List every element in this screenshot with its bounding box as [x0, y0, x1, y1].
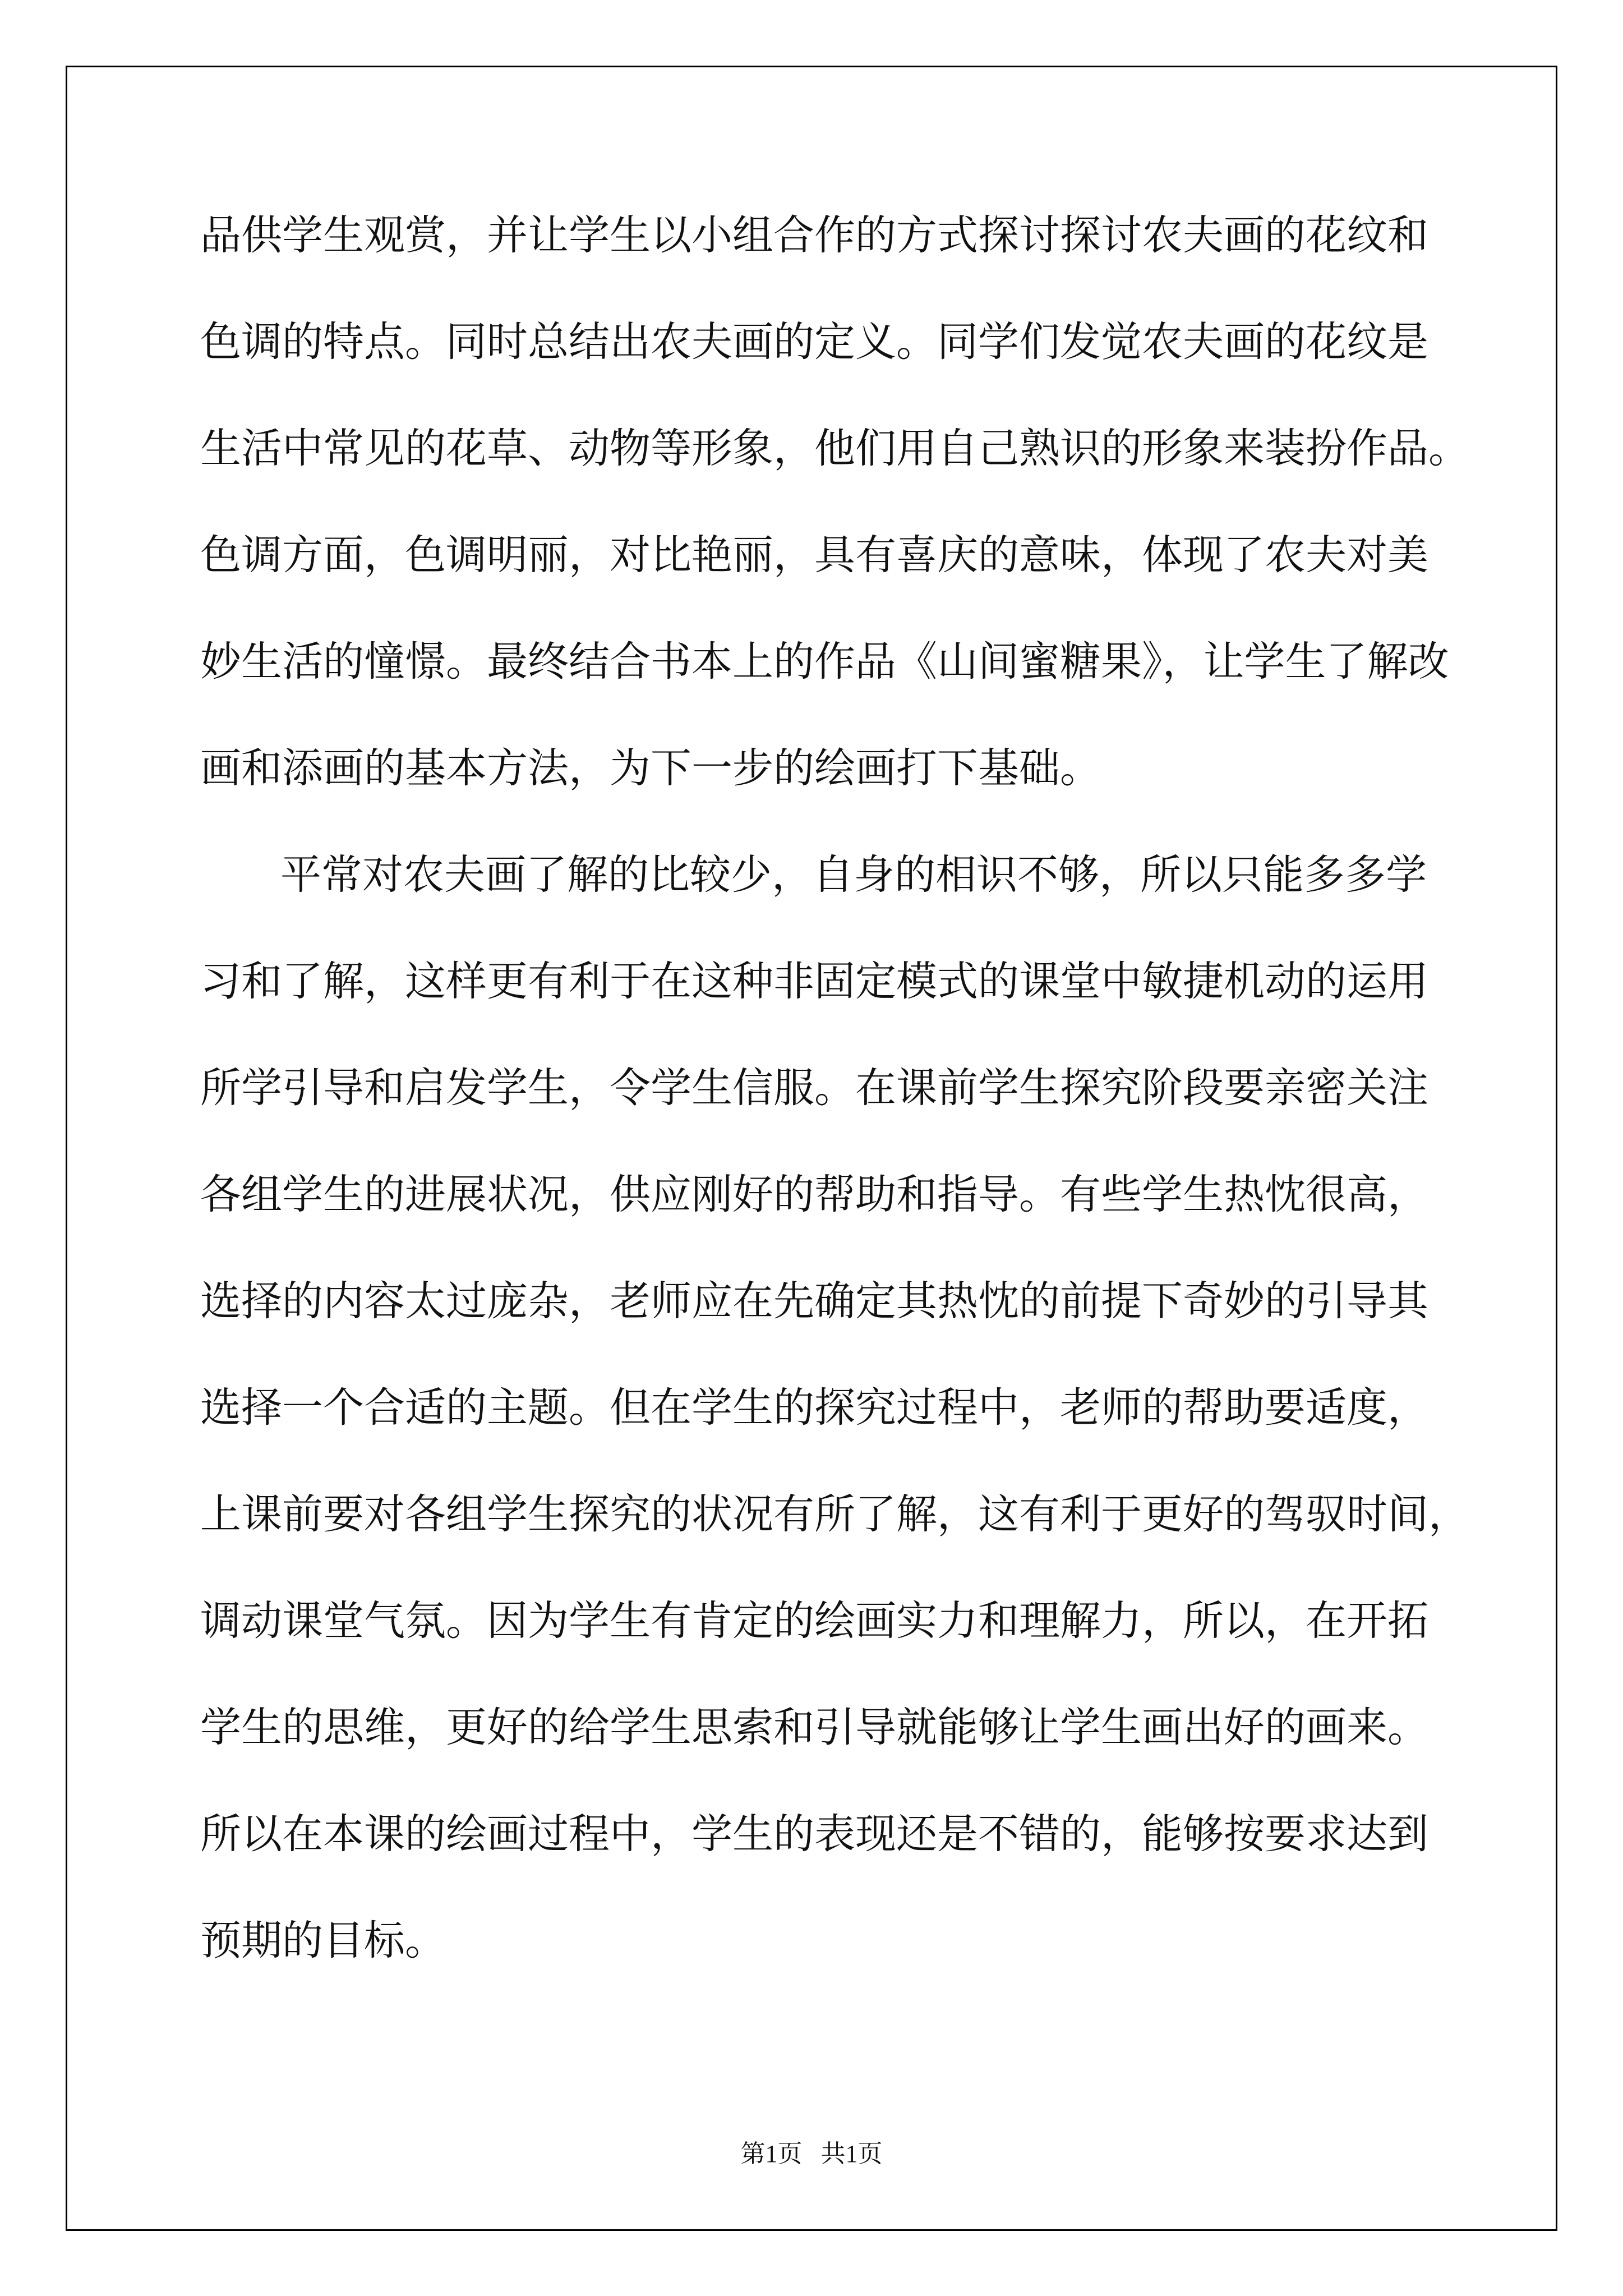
- text-line: 色调方面，色调明丽，对比艳丽，具有喜庆的意味，体现了农夫对美: [200, 531, 1428, 579]
- paragraph-first-line: 平常对农夫画了解的比较少，自身的相识不够，所以只能多多学: [280, 851, 1427, 899]
- text-line: 所学引导和启发学生，令学生信服。在课前学生探究阶段要亲密关注: [200, 1064, 1428, 1112]
- text-line: 选择的内容太过庞杂，老师应在先确定其热忱的前提下奇妙的引导其: [200, 1277, 1428, 1325]
- text-line: 调动课堂气氛。因为学生有肯定的绘画实力和理解力，所以，在开拓: [200, 1597, 1428, 1645]
- text-line: 画和添画的基本方法，为下一步的绘画打下基础。: [200, 744, 1101, 792]
- page-border: [66, 66, 1557, 2231]
- text-line: 上课前要对各组学生探究的状况有所了解，这有利于更好的驾驭时间，: [200, 1490, 1469, 1538]
- text-line: 习和了解，这样更有利于在这种非固定模式的课堂中敏捷机动的运用: [200, 958, 1428, 1005]
- text-line: 妙生活的憧憬。最终结合书本上的作品《山间蜜糖果》，让学生了解改: [200, 638, 1449, 685]
- text-line: 色调的特点。同时总结出农夫画的定义。同学们发觉农夫画的花纹是: [200, 318, 1428, 366]
- text-line: 生活中常见的花草、动物等形象，他们用自己熟识的形象来装扮作品。: [200, 425, 1469, 472]
- text-line: 预期的目标。: [200, 1917, 446, 1964]
- text-line: 各组学生的进展状况，供应刚好的帮助和指导。有些学生热忱很高，: [200, 1171, 1428, 1218]
- text-line: 选择一个合适的主题。但在学生的探究过程中，老师的帮助要适度，: [200, 1384, 1428, 1432]
- text-line: 学生的思维，更好的给学生思索和引导就能够让学生画出好的画来。: [200, 1704, 1428, 1751]
- text-line: 品供学生观赏，并让学生以小组合作的方式探讨探讨农夫画的花纹和: [200, 211, 1428, 259]
- text-line: 所以在本课的绘画过程中，学生的表现还是不错的，能够按要求达到: [200, 1810, 1428, 1858]
- page-number-footer: 第1页 共1页: [740, 2140, 883, 2168]
